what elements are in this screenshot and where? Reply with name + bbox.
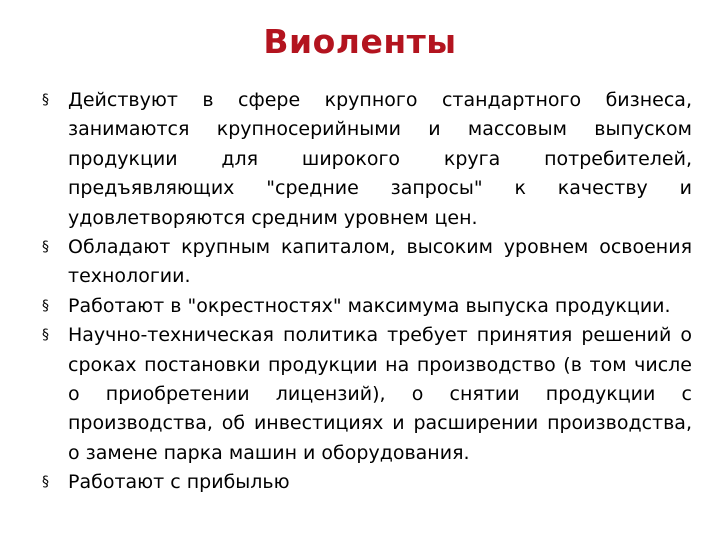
bullet-item [40, 233, 692, 292]
bullet-text: Обладают крупным капиталом, высоким уровнем освоения технологии. [68, 236, 692, 288]
bullet-text: Действуют в сфере крупного стандартного бизнеса, занимаются крупносерийными и массовым выпуском продукции для широкого круга потребителей, предъявляющих "средние запросы" к качеству и удовлетворяются средним уровнем цен. [68, 89, 692, 229]
bullet-marker-icon: § [42, 92, 49, 108]
bullet-marker-icon: § [42, 474, 49, 491]
bullet-marker-icon: § [42, 327, 49, 344]
bullet-text: Работают в "окрестностях" максимума выпуска продукции. [68, 294, 671, 317]
bullet-text: Работают с прибылью [68, 471, 290, 494]
bullet-marker-icon: § [42, 239, 49, 256]
bullet-item [40, 468, 692, 497]
bullet-item [40, 292, 692, 321]
bullet-item [40, 321, 692, 468]
bullet-list [40, 86, 692, 498]
bullet-marker-icon: § [42, 297, 49, 314]
slide-title: Виоленты [263, 22, 457, 61]
bullet-item [40, 86, 692, 233]
bullet-text: Научно-техническая политика требует принятия решений о сроках постановки продукции на производство (в том числе о приобретении лицензий), о снятии продукции с производства, об инвестициях и расширении производства, о замене парка машин и оборудования. [68, 324, 692, 464]
